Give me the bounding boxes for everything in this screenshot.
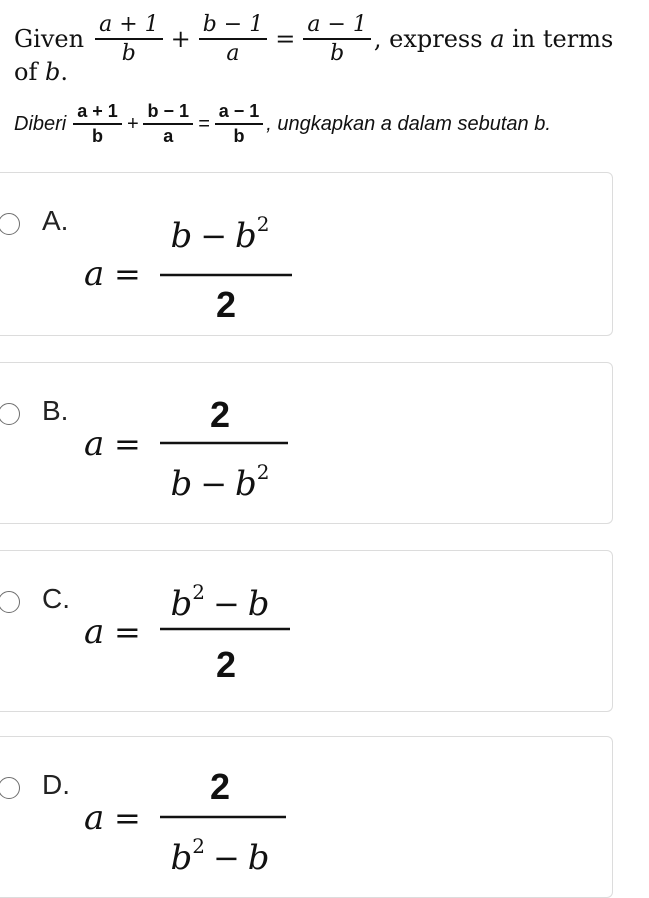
option-b-equation [80, 385, 310, 505]
question-line2-post: . [60, 58, 68, 86]
fraction-1-numerator: a + 1 [99, 11, 159, 37]
malay-tail: , ungkapkan a dalam sebutan b. [266, 112, 551, 135]
malay-fraction-3 [215, 102, 264, 146]
malay-fraction-3-denominator: b [233, 126, 245, 146]
fraction-3-numerator: a − 1 [307, 11, 367, 37]
equals-operator: = [275, 25, 296, 53]
option-c-equation [80, 573, 310, 693]
option-a-lhs: a [84, 254, 105, 294]
fraction-2-bar [199, 38, 268, 40]
option-a-denominator: 2 [215, 284, 237, 325]
option-a-card[interactable] [0, 172, 613, 336]
option-a-equals: = [114, 255, 141, 293]
option-b-numerator: 2 [209, 394, 231, 435]
option-c-numerator: b2 − b [170, 580, 270, 624]
malay-fraction-2-denominator: a [163, 126, 174, 146]
malay-fraction-2-numerator: b − 1 [147, 101, 190, 122]
question-line2-var: b [44, 58, 61, 86]
option-a-radio[interactable] [0, 213, 20, 235]
question-english-line1 [14, 4, 613, 74]
fraction-3-denominator: b [330, 41, 345, 66]
option-c-equals: = [114, 613, 141, 651]
option-d-lhs: a [84, 798, 105, 838]
option-a-numerator: b − b2 [170, 212, 270, 256]
option-d-equals: = [114, 799, 141, 837]
question-tail-pre: , express [373, 25, 491, 53]
malay-fraction-1-bar [73, 123, 122, 125]
fraction-1 [95, 13, 163, 65]
option-c-denominator: 2 [215, 644, 237, 685]
option-c-card[interactable] [0, 550, 613, 712]
question-english-line2 [14, 60, 68, 84]
option-b-letter: B. [42, 395, 69, 426]
malay-fraction-2-bar [143, 123, 193, 125]
fraction-2-numerator: b − 1 [202, 11, 264, 37]
question-malay [14, 94, 551, 154]
malay-fraction-3-numerator: a − 1 [218, 101, 260, 122]
option-c-letter: C. [42, 583, 70, 614]
option-b-denominator: b − b2 [170, 460, 270, 504]
malay-fraction-2 [143, 102, 193, 146]
option-d-denominator: b2 − b [170, 834, 270, 878]
option-d-equation [80, 759, 310, 879]
malay-fraction-1-denominator: b [92, 126, 104, 146]
option-d-radio[interactable] [0, 777, 20, 799]
malay-equals-operator: = [198, 112, 210, 135]
malay-fraction-1-numerator: a + 1 [77, 101, 118, 122]
option-d-card[interactable] [0, 736, 613, 898]
fraction-1-bar [95, 38, 163, 40]
fraction-1-denominator: b [121, 41, 136, 66]
option-a-letter: A. [42, 205, 69, 236]
option-b-radio[interactable] [0, 403, 20, 425]
question-tail-var: a [490, 25, 505, 53]
option-c-radio[interactable] [0, 591, 20, 613]
option-a-equation [80, 195, 310, 325]
option-c-lhs: a [84, 612, 105, 652]
malay-fraction-3-bar [215, 123, 264, 125]
fraction-2 [199, 13, 268, 65]
fraction-3 [303, 13, 371, 65]
option-b-card[interactable] [0, 362, 613, 524]
fraction-2-denominator: a [226, 41, 240, 66]
malay-lead: Diberi [14, 112, 67, 135]
malay-fraction-1 [73, 102, 122, 146]
option-d-numerator: 2 [209, 766, 231, 807]
option-b-lhs: a [84, 424, 105, 464]
plus-operator: + [170, 25, 191, 53]
question-tail-post: in terms [504, 25, 614, 53]
malay-plus-operator: + [126, 112, 139, 135]
question-lead: Given [14, 25, 85, 53]
question-line2-pre: of [14, 58, 45, 86]
option-d-letter: D. [42, 769, 70, 800]
fraction-3-bar [303, 38, 371, 40]
option-b-equals: = [114, 425, 141, 463]
